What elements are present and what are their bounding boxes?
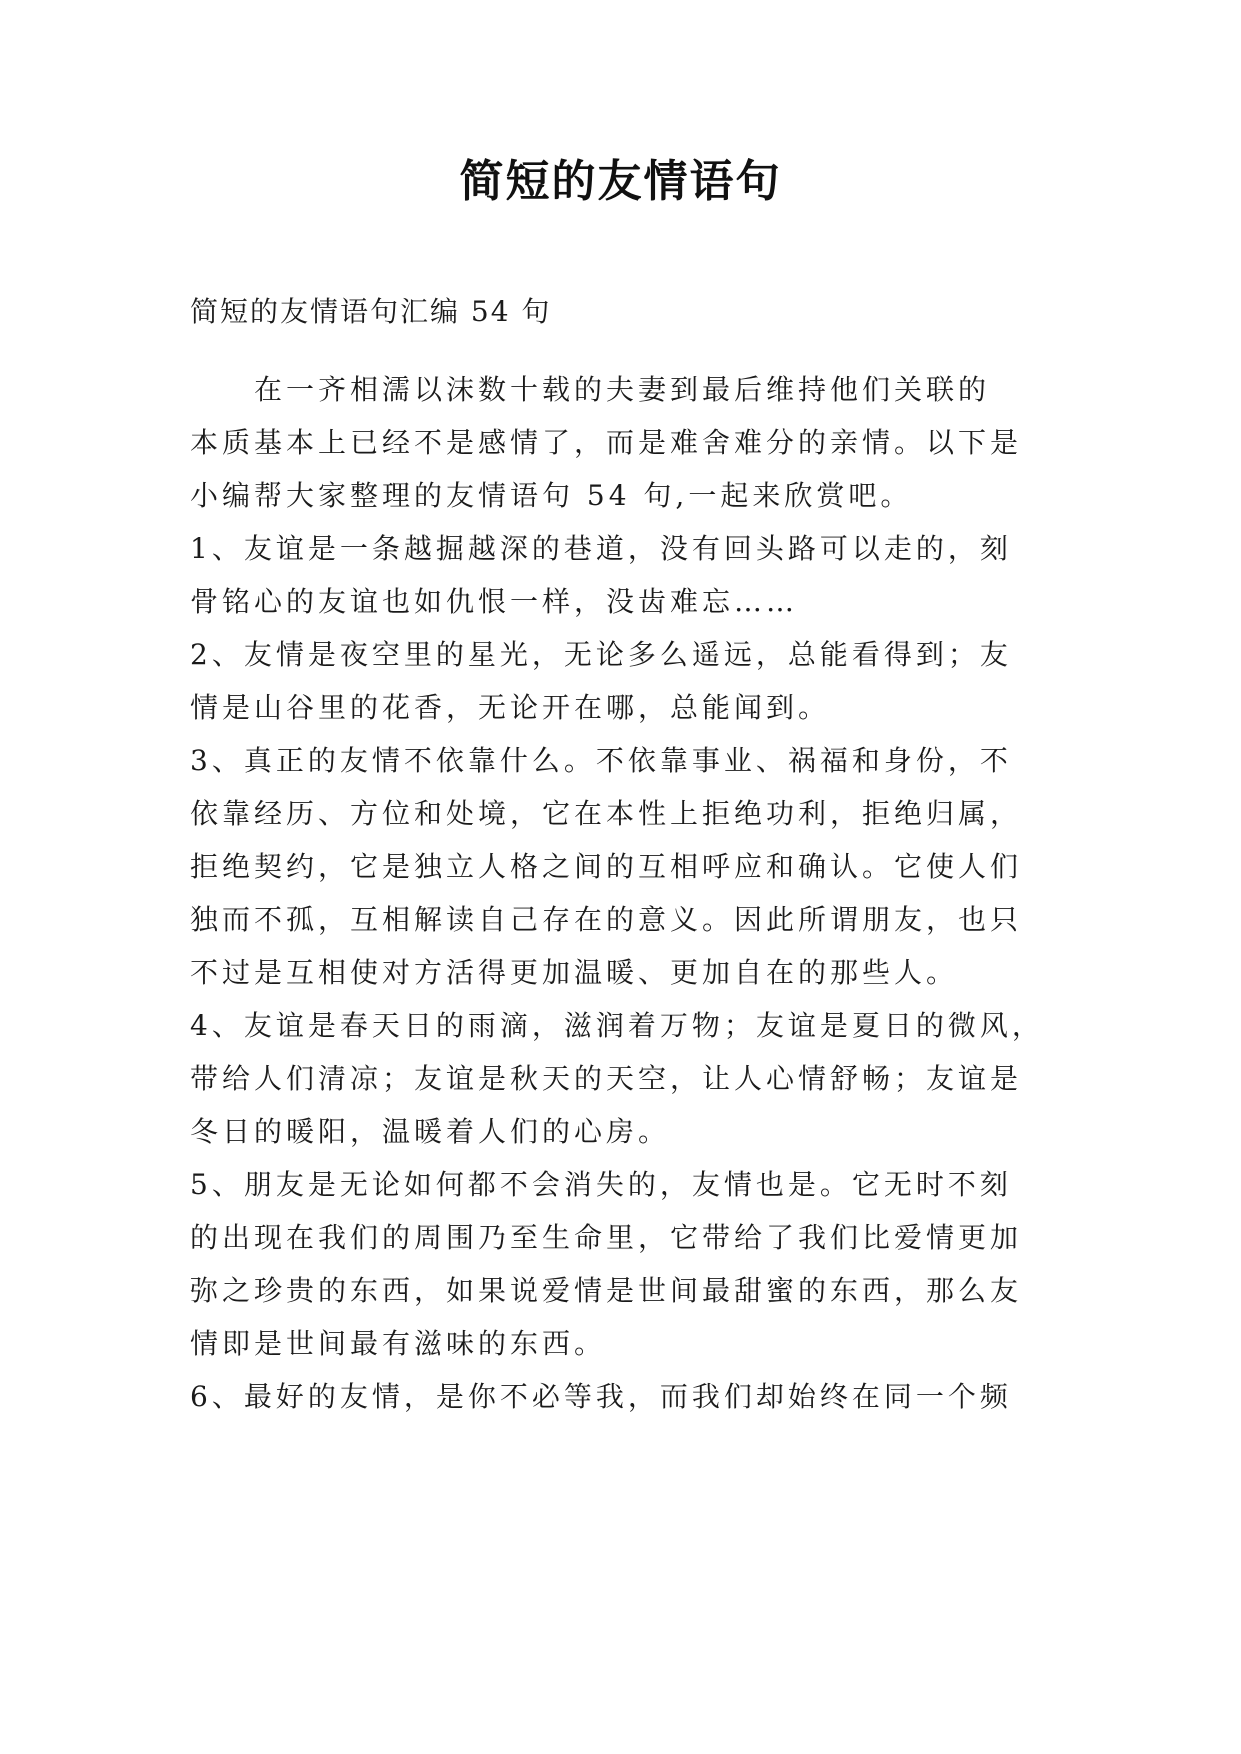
body-line: 独而不孤，互相解读自己存在的意义。因此所谓朋友，也只 xyxy=(190,903,1023,936)
document-title: 简短的友情语句 xyxy=(459,156,782,207)
body-line: 6、最好的友情，是你不必等我，而我们却始终在同一个频 xyxy=(190,1380,1012,1413)
body-line: 4、友谊是春天日的雨滴，滋润着万物；友谊是夏日的微风， xyxy=(190,1009,1044,1042)
body-line: 冬日的暖阳，温暖着人们的心房。 xyxy=(190,1115,671,1148)
document-subtitle: 简短的友情语句汇编 54 句 xyxy=(190,295,552,328)
body-line: 本质基本上已经不是感情了，而是难舍难分的亲情。以下是 xyxy=(190,426,1023,459)
body-line: 5、朋友是无论如何都不会消失的，友情也是。它无时不刻 xyxy=(190,1168,1012,1201)
body-line: 不过是互相使对方活得更加温暖、更加自在的那些人。 xyxy=(190,956,959,989)
body-line: 2、友情是夜空里的星光，无论多么遥远，总能看得到；友 xyxy=(190,638,1012,671)
body-line: 1、友谊是一条越掘越深的巷道，没有回头路可以走的，刻 xyxy=(190,532,1012,565)
body-line: 的出现在我们的周围乃至生命里，它带给了我们比爱情更加 xyxy=(190,1221,1023,1254)
body-line: 情是山谷里的花香，无论开在哪，总能闻到。 xyxy=(190,691,831,724)
body-line: 小编帮大家整理的友情语句 54 句,一起来欣赏吧。 xyxy=(190,479,913,512)
body-line: 拒绝契约，它是独立人格之间的互相呼应和确认。它使人们 xyxy=(190,850,1023,883)
body-line: 弥之珍贵的东西，如果说爱情是世间最甜蜜的东西，那么友 xyxy=(190,1274,1023,1307)
body-line: 带给人们清凉；友谊是秋天的天空，让人心情舒畅；友谊是 xyxy=(190,1062,1023,1095)
body-line: 依靠经历、方位和处境，它在本性上拒绝功利，拒绝归属， xyxy=(190,797,1023,830)
body-line: 3、真正的友情不依靠什么。不依靠事业、祸福和身份，不 xyxy=(190,744,1012,777)
body-line: 情即是世间最有滋味的东西。 xyxy=(190,1327,607,1360)
body-line: 在一齐相濡以沫数十载的夫妻到最后维持他们关联的 xyxy=(190,373,991,406)
body-line: 骨铭心的友谊也如仇恨一样，没齿难忘…… xyxy=(190,585,799,618)
